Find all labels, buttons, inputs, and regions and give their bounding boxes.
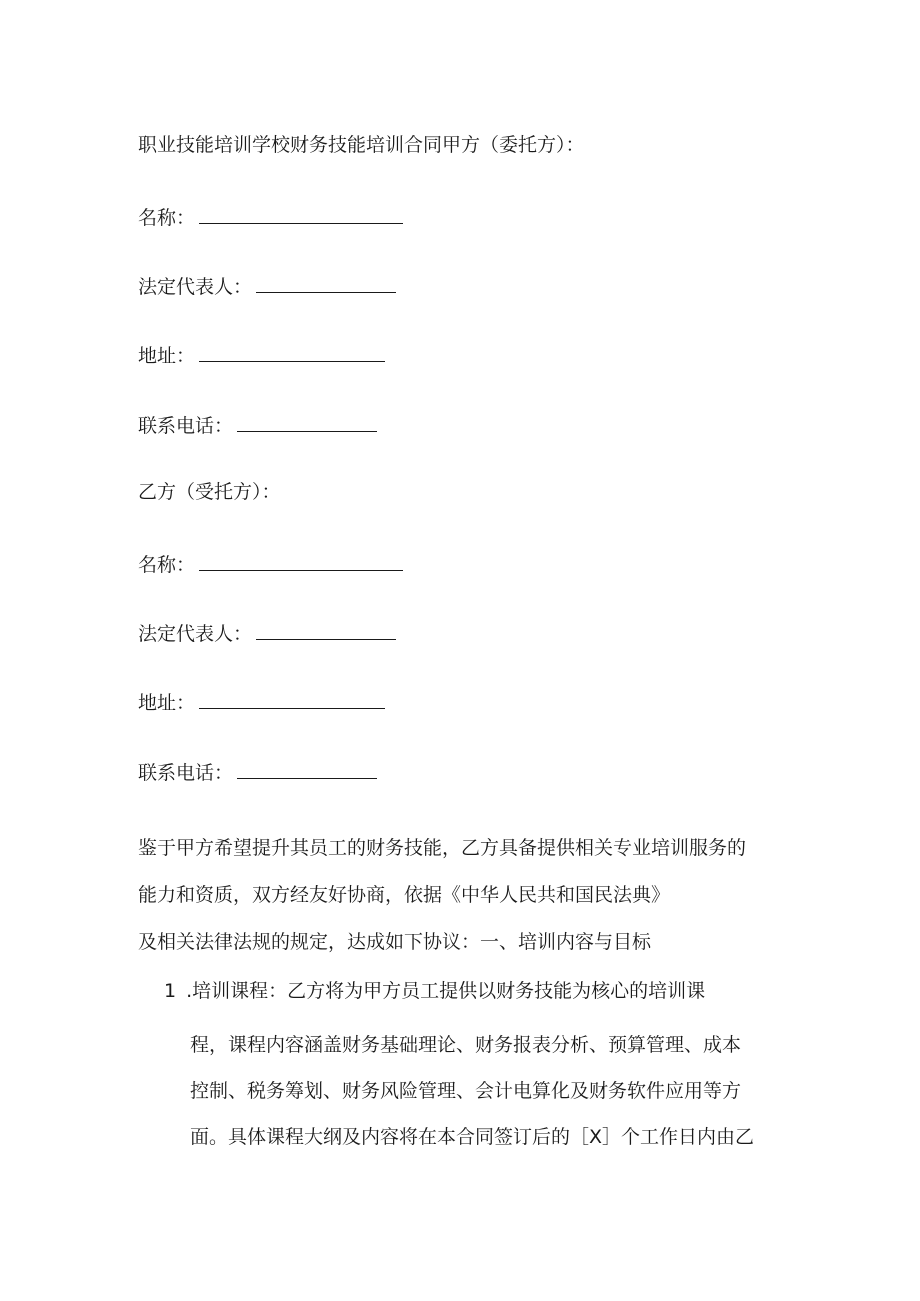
party-a-address-row	[138, 341, 385, 368]
party-a-address-blank[interactable]	[199, 341, 385, 362]
clause-number: 1	[164, 980, 177, 1002]
party-b-rep-row	[138, 619, 396, 646]
party-b-address-label: 地址：	[138, 692, 196, 714]
clause-body-line: 控制、税务筹划、财务风险管理、会计电算化及财务软件应用等方	[190, 1080, 742, 1102]
party-b-heading: 乙方（受托方）：	[138, 481, 281, 503]
contract-title: 职业技能培训学校财务技能培训合同甲方（委托方）：	[138, 134, 585, 156]
party-a-address-label: 地址：	[138, 345, 196, 367]
clause-1-body	[190, 1022, 754, 1160]
party-b-phone-row	[138, 758, 377, 785]
party-b-name-label: 名称：	[138, 554, 196, 576]
party-a-name-row	[138, 203, 403, 230]
preamble-line: 鉴于甲方希望提升其员工的财务技能，乙方具备提供相关专业培训服务的	[138, 837, 747, 859]
preamble-line: 能力和资质，双方经友好协商，依据《中华人民共和国民法典》	[138, 884, 671, 906]
party-b-rep-label: 法定代表人：	[138, 623, 253, 645]
party-b-rep-blank[interactable]	[256, 619, 396, 640]
party-a-phone-label: 联系电话：	[138, 415, 234, 437]
party-b-phone-label: 联系电话：	[138, 762, 234, 784]
party-b-phone-blank[interactable]	[237, 758, 377, 779]
clause-1-first-line	[164, 976, 705, 1006]
party-a-name-label: 名称：	[138, 207, 196, 229]
party-a-rep-blank[interactable]	[256, 272, 396, 293]
clause-body-line: 面。具体课程大纲及内容将在本合同签订后的［X］个工作日内由乙	[190, 1126, 755, 1148]
party-b-name-row	[138, 550, 403, 577]
preamble-paragraph	[138, 825, 746, 966]
preamble-line: 及相关法律法规的规定，达成如下协议：一、培训内容与目标	[138, 931, 652, 953]
party-a-rep-label: 法定代表人：	[138, 276, 253, 298]
party-a-name-blank[interactable]	[199, 203, 403, 224]
party-a-phone-row	[138, 411, 377, 438]
party-b-name-blank[interactable]	[199, 550, 403, 571]
clause-body-line: 程，课程内容涵盖财务基础理论、财务报表分析、预算管理、成本	[190, 1034, 742, 1056]
party-a-phone-blank[interactable]	[237, 411, 377, 432]
party-b-address-row	[138, 688, 385, 715]
clause-text: .培训课程：乙方将为甲方员工提供以财务技能为核心的培训课	[186, 980, 706, 1002]
party-b-address-blank[interactable]	[199, 688, 385, 709]
party-a-rep-row	[138, 272, 396, 299]
